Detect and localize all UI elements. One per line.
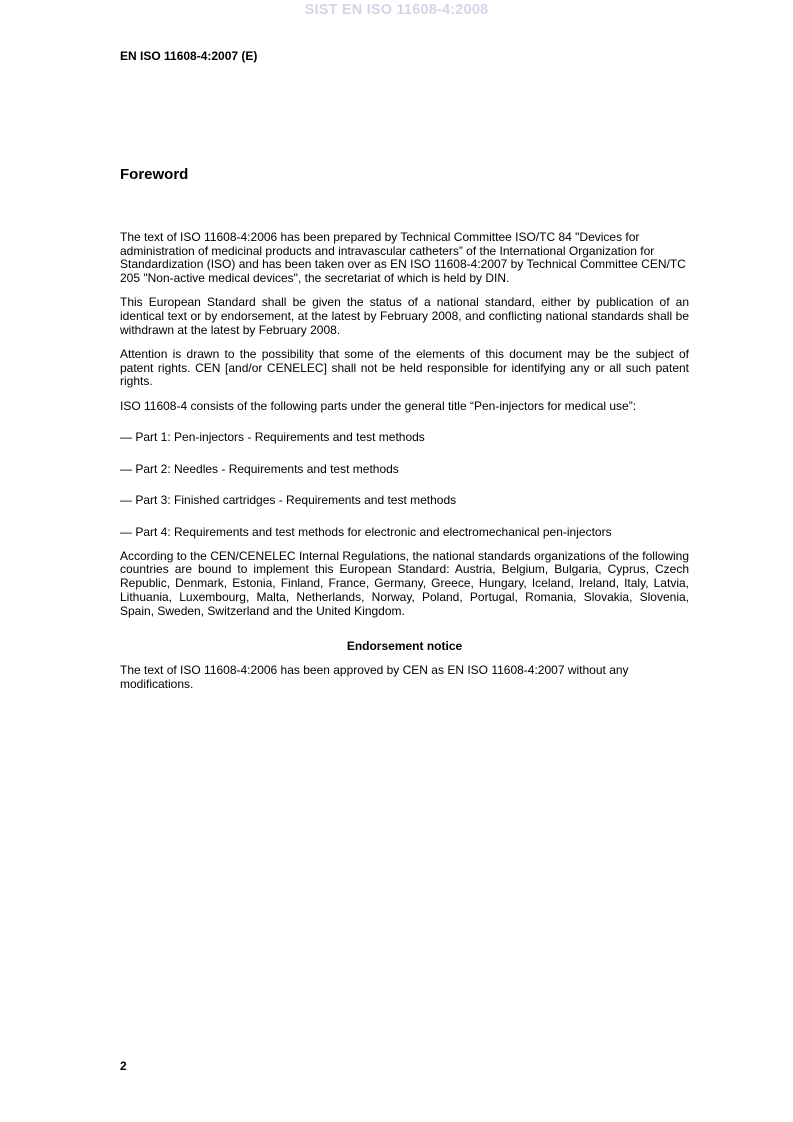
paragraph-patent-rights: Attention is drawn to the possibility that some of the elements of this document may be the subject of patent rights. CEN [and/or CENELEC] shall not be held responsible for identifying any or all such patent rights. (120, 346, 689, 389)
section-title: Foreword (120, 166, 189, 183)
page-number: 2 (120, 1059, 127, 1073)
list-item-part-2: — Part 2: Needles - Requirements and test methods (120, 461, 399, 476)
list-item-part-1: — Part 1: Pen-injectors - Requirements and test methods (120, 430, 425, 445)
watermark: SIST EN ISO 11608-4:2008 (304, 2, 489, 18)
paragraph-preparation: The text of ISO 11608-4:2006 has been prepared by Technical Committee ISO/TC 84 "Devices for administration of medicinal products and intravascular catheters” of the International Organization for Standardization (ISO) and has been taken over as EN ISO 11608-4:2007 by Technical Committee CEN/TC 205 "Non-active medical devices", the secretariat of which is held by DIN. (120, 230, 686, 286)
paragraph-parts-intro: ISO 11608-4 consists of the following parts under the general title “Pen-injectors for medical use”: (120, 398, 637, 413)
paragraph-countries: According to the CEN/CENELEC Internal Regulations, the national standards organizations of the following countries are bound to implement this European Standard: Austria, Belgium, Bulgaria, Cyprus, Czech Republic, Denmark, Estonia, Finland, France, Germany, Greece, Hungary, Iceland, Ireland, Italy, Latvia, Lithuania, Luxembourg, Malta, Netherlands, Norway, Poland, Portugal, Romania, Slovakia, Slovenia, Spain, Sweden, Switzerland and the United Kingdom. (120, 548, 689, 618)
list-item-part-3: — Part 3: Finished cartridges - Requirements and test methods (120, 493, 457, 508)
list-item-part-4: — Part 4: Requirements and test methods for electronic and electromechanical pen-injectors (120, 524, 612, 539)
paragraph-status: This European Standard shall be given the status of a national standard, either by publication of an identical text or by endorsement, at the latest by February 2008, and conflicting national standards shall be withdrawn at the latest by February 2008. (120, 295, 689, 337)
foreword-body (120, 231, 689, 702)
endorsement-text: The text of ISO 11608-4:2006 has been approved by CEN as EN ISO 11608-4:2007 without any modifications. (120, 663, 629, 692)
endorsement-heading: Endorsement notice (346, 639, 463, 654)
document-header: EN ISO 11608-4:2007 (E) (120, 49, 258, 63)
